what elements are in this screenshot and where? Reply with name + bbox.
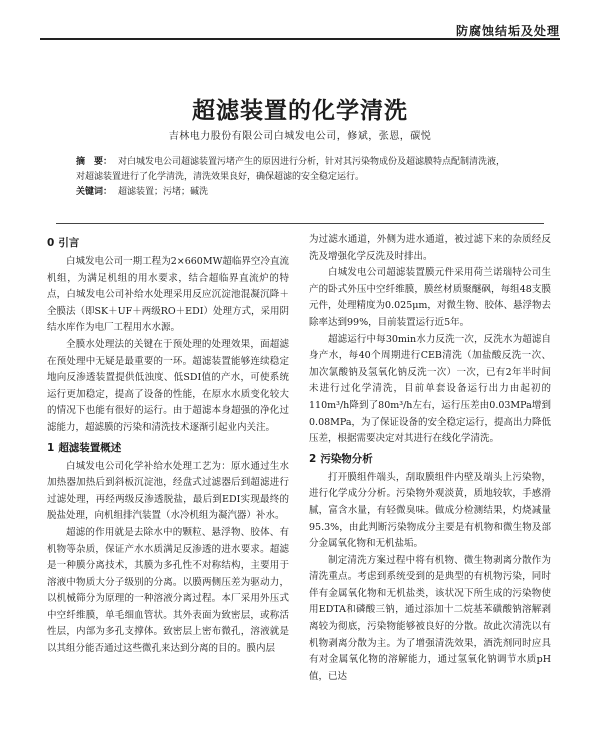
section-number: 0 [47, 237, 55, 249]
body-paragraph: 制定清洗方案过程中将有机物、微生物剥离分散作为清洗重点。考虑到系统受到的是典型的有机物污染，同时伴有金属氧化物和无机盐类，该状况下所生成的污染物使用EDTA和磷酸三钠，通过添加十二烷基苯磺酸钠溶解剥离较为彻底，污染物能够被良好的分散。故此次清洗以有机物剥离分散为主。为了增强清洗效果，酒洗剂同时应具有对金属氧化物的溶解能力，通过氢氧化钠调节水质pH值，已达 [309, 554, 551, 682]
keywords-text: 超滤装置；污堵；碱洗 [118, 187, 209, 197]
abstract-label: 摘 要： [76, 157, 113, 167]
keywords-label: 关键词： [76, 187, 113, 197]
right-column [309, 232, 551, 685]
abstract-rule [56, 223, 544, 224]
body-paragraph: 打开膜组件端头，刮取膜组件内壁及端头上污染物，进行化学成分分析。污染物外观淡黄，质地较软，手感滑腻，富含水量，有轻微臭味。做成分检测结果，灼烧减量95.3%，由此判断污染物成分主要是有机物和微生物及部分金属氧化物和无机盐垢。 [309, 471, 551, 550]
section-heading [47, 439, 289, 457]
body-paragraph: 超滤运行中每30min水力反洗一次，反洗水为超滤自身产水，每40个周期进行CEB清洗（加盐酸反洗一次、加次氯酸钠及氢氧化钠反洗一次）一次，已有2年半时间未进行过化学清洗，目前单套设备运行出力由起初的110m³/h降到了80m³/h左右，运行压差由0.03MPa增到0.08MPa，为了保证设备的安全稳定运行，提高出力降低压差，根据需要决定对其进行在线化学清洗。 [309, 333, 552, 445]
keywords-line [76, 185, 536, 200]
abstract [76, 155, 536, 200]
left-column [47, 232, 289, 658]
running-header [0, 0, 600, 38]
article-authors: 吉林电力股份有限公司白城发电公司，修斌，张恩，碳悦 [168, 131, 432, 142]
section-number: 1 [47, 441, 55, 454]
body-paragraph: 全膜水处理法的关键在于预处理的处理效果，面超滤在预处理中无疑是最重要的一环。超滤装置能够连续稳定地向反渗透装置提供低浊度、低SDI值的产水，可使系统运行更加稳定，提高了设备的性能，在原水水质变化较大的情况下也能有很好的运行。由于超滤本身超强的净化过滤能力，超滤膜的污染和清洗技术逐渐引起业内关注。 [47, 338, 289, 433]
section-heading [47, 234, 289, 252]
body-paragraph: 白城发电公司化学补给水处理工艺为：原水通过生水加热器加热后到斜板沉淀池，经盘式过滤器后到超滤进行过滤处理，再经两级反渗透脱盐，最后到EDI实现最终的脱盐处理，向机组排汽装置（水冷机组为凝汽器）补水。 [47, 460, 289, 522]
body-paragraph: 为过滤水通道，外侧为进水通道，被过滤下来的杂质经反洗及增强化学反洗及时排出。 [309, 234, 551, 262]
section-heading-text: 超滤装置概述 [58, 441, 122, 454]
body-paragraph: 白城发电公司超滤装置膜元件采用荷兰诺瑞特公司生产的卧式外压中空纤维膜，膜丝材质聚醚砜，每组48支膜元件，处理精度为0.025μm，对微生物、胶体、悬浮物去除率达到99%，目前装置运行近5年。 [309, 267, 551, 328]
abstract-line-2: 对超滤装置进行了化学清洗，清洗效果良好，确保超滤的安全稳定运行。 [76, 172, 365, 182]
section-heading [309, 450, 551, 468]
section-title: 防腐蚀结垢及处理 [455, 24, 560, 38]
section-heading-text: 引言 [58, 237, 80, 249]
section-number: 2 [309, 452, 317, 465]
abstract-text-1: 对白城发电公司超滤装置污堵产生的原因进行分析，针对其污染物成份及超滤膜特点配制清洗液， [118, 157, 506, 167]
abstract-line-1 [76, 155, 536, 170]
body-paragraph: 白城发电公司一期工程为2×660MW超临界空冷直流机组，为满足机组的用水要求，结合超临界直流炉的特点，白城发电公司补给水处理采用反应沉淀池混凝沉降＋全膜法（即SK＋UF＋两级RO＋EDI）处理方式，采用阴结水库作为电厂工程用水水源。 [47, 256, 289, 334]
article-title: 超滤装置的化学清洗 [192, 98, 408, 124]
section-heading-text: 污染物分析 [320, 452, 373, 465]
body-paragraph: 超滤的作用就是去除水中的颗粒、悬浮物、胶体、有机物等杂质，保证产水水质满足反渗透的进水要求。超滤是一种膜分离技术，其膜为多孔性不对称结构，主要用于溶液中物质大分子级别的分离。以膜两侧压差为驱动力，以机械筛分为原理的一种溶液分离过程。本厂采用外压式中空纤维膜，单毛细血管状。其外表面为致密层，或称活性层，内部为多孔支撑体。致密层上密布微孔，溶液就是以其组分能否通过这些微孔来达到分离的目的。膜内层 [47, 526, 289, 655]
header-rule [40, 38, 560, 40]
